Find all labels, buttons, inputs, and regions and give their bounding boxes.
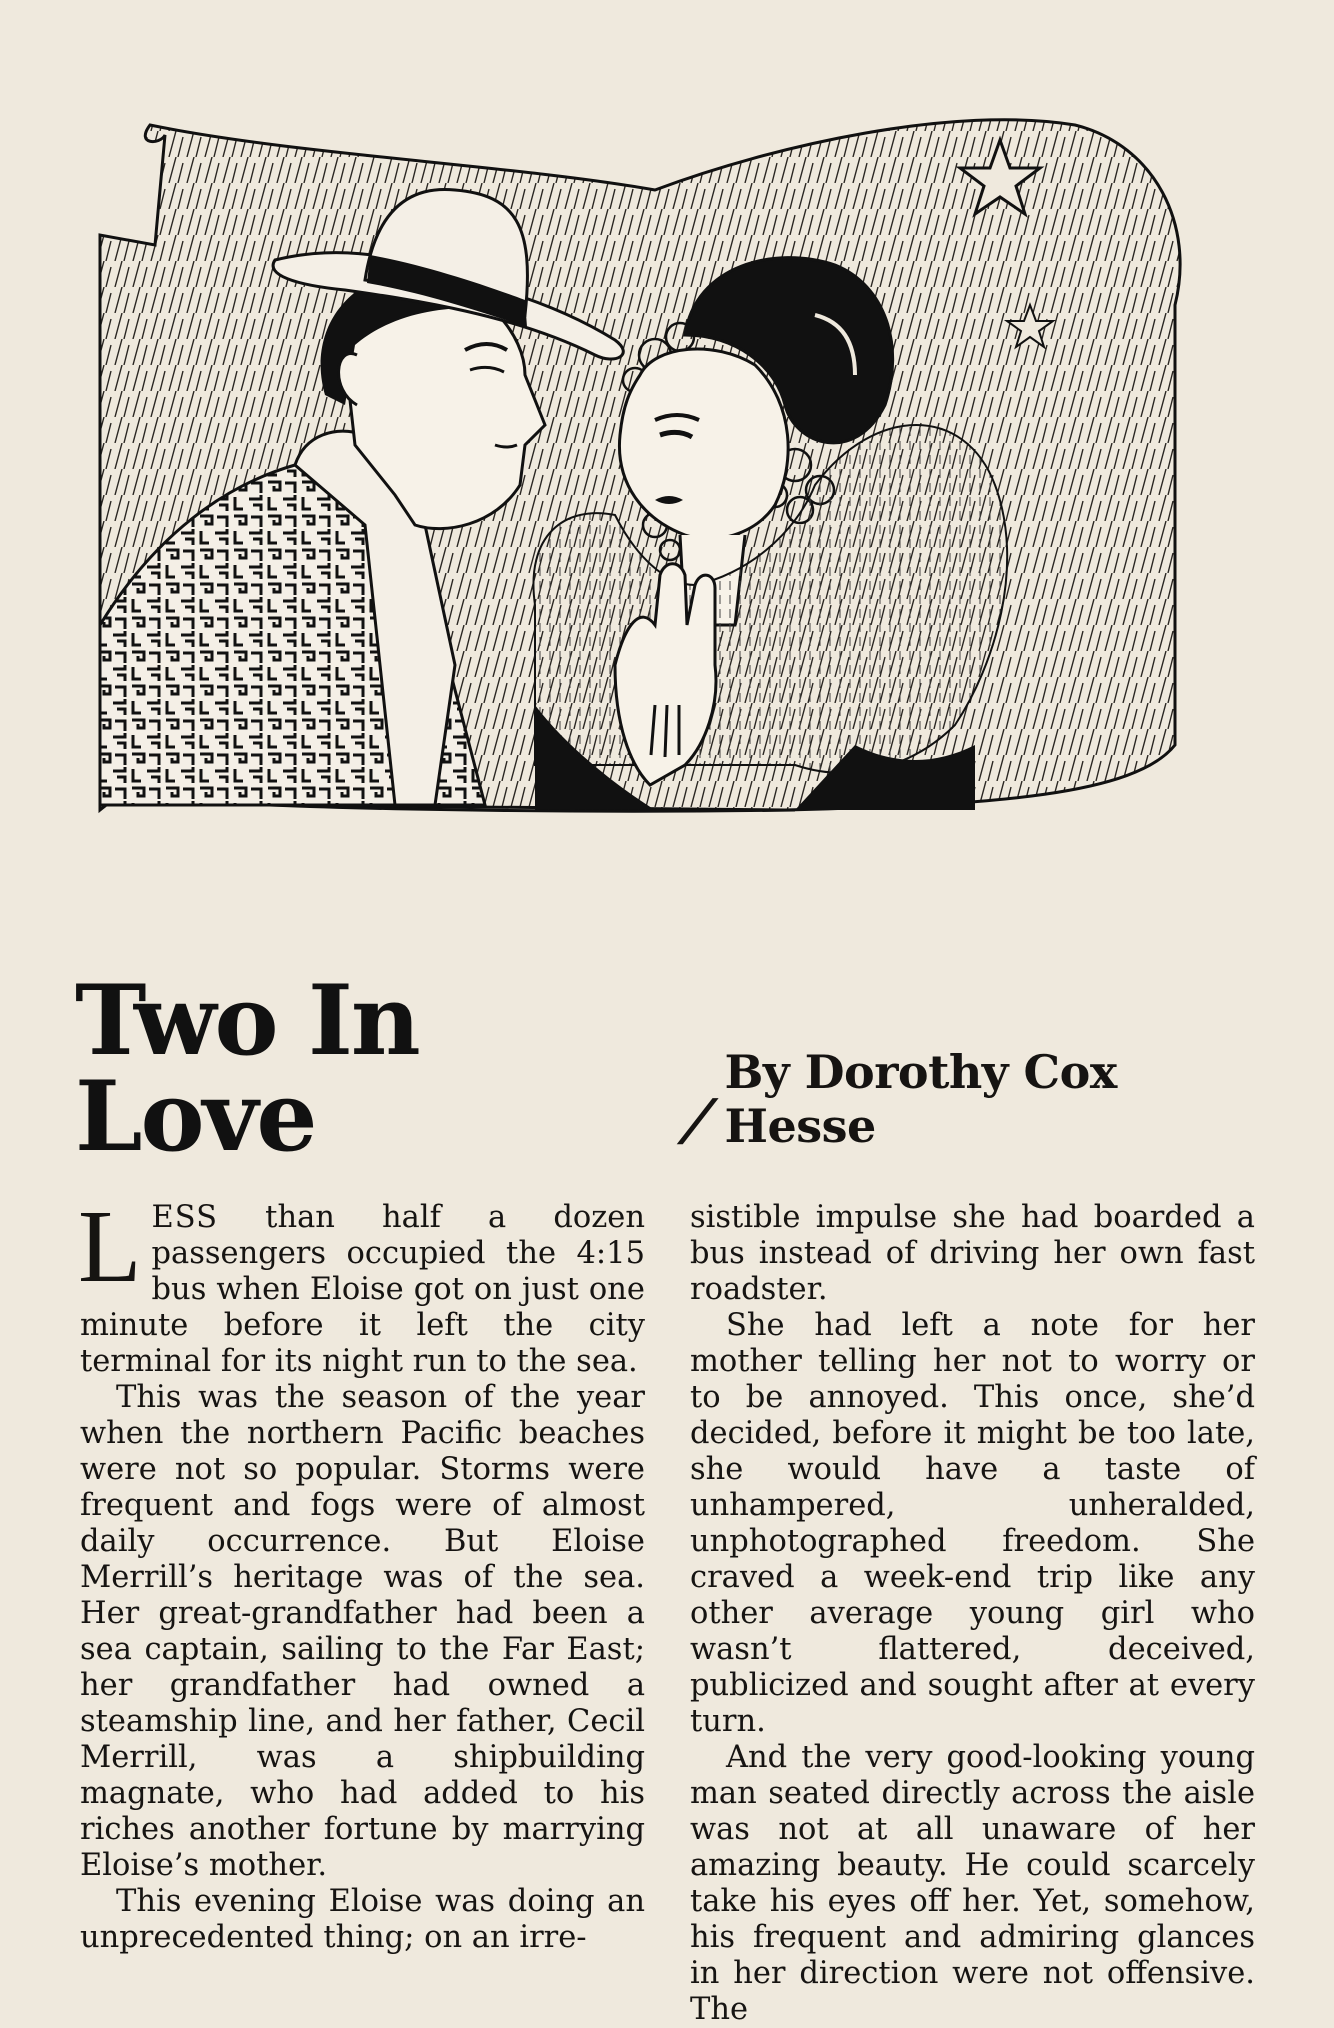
paragraph: This was the season of the year when the northern Pacific beaches were not so popular. Storms were frequent and fogs were of almost daily occurrence. But Eloise Merrill’s heritage was of the sea. Her great-grandfather had been a sea captain, sailing to the Far East; her grandfather had owned a steamship line, and her father, Cecil Merrill, was a shipbuilding magnate, who had added to his riches another fortune by marrying Eloise’s mother.: [80, 1380, 645, 1883]
headline-row: [75, 964, 1265, 1173]
paragraph: This evening Eloise was doing an unprecedented thing; on an irre-: [80, 1884, 645, 1955]
article-title: Two In Love: [75, 964, 419, 1173]
article-byline: By Dorothy Cox Hesse: [724, 1045, 1117, 1153]
paragraph-text: than half a dozen passengers occupied the 4:15 bus when Eloise got on just one minute before it left the city terminal for its night run to the sea.: [80, 1200, 645, 1379]
first-word: ESS: [151, 1200, 219, 1235]
couple-illustration-icon: [95, 105, 1215, 1005]
paragraph-continuation: sistible impulse she had boarded a bus instead of driving her own fast roadster.: [690, 1200, 1255, 1307]
right-column: [690, 1200, 1255, 2027]
paragraph: [78, 1189, 645, 1380]
paragraph: And the very good-looking young man seated directly across the aisle was not at all unaware of her amazing beauty. He could scarcely take his eyes off her. Yet, somehow, his frequent and admiring glances in her direction were not offensive. The: [690, 1740, 1255, 2027]
drop-cap: L: [78, 1189, 142, 1304]
left-column: [78, 1189, 645, 1955]
article-body: [78, 1189, 1255, 2027]
title-separator: /: [672, 1087, 724, 1153]
paragraph: She had left a note for her mother telling her not to worry or to be annoyed. This once, she’d decided, before it might be too late, she would have a taste of unhampered, unheralded, unphotographed freedom. She craved a week-end trip like any other average young girl who wasn’t flattered, deceived, publicized and sought after at every turn.: [690, 1308, 1255, 1739]
